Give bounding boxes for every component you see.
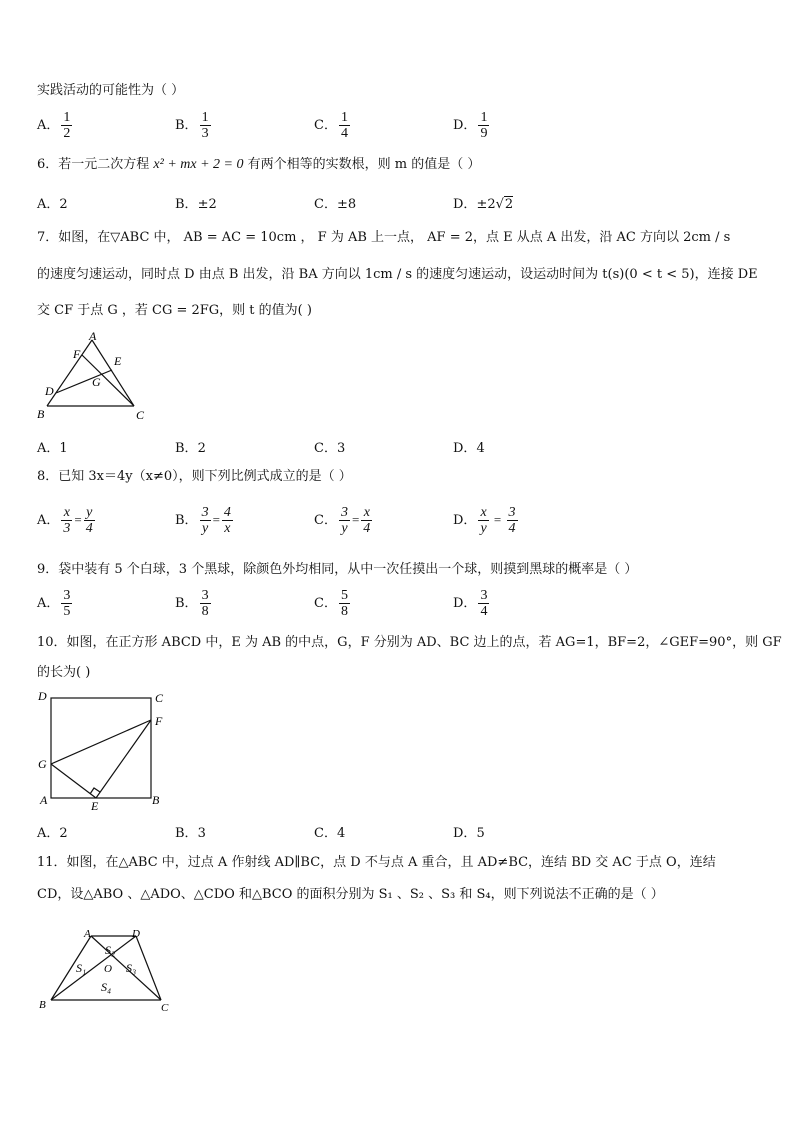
q8-option-c: C． $\frac{3}{y}$ = $\frac{x}{4}$ — [314, 505, 371, 536]
q11-label-s3: S₃ — [126, 961, 137, 975]
q11-label-c: C — [161, 1002, 169, 1014]
q5-option-c: C． $\frac{1}{4}$ — [314, 110, 348, 141]
q7-line2: 的速度匀速运动，同时点 D 由点 B 出发，沿 BA 方向以 1cm / s 的速度匀速运动，设运动时间为 t(s)(0 < t < 5)，连接 DE — [37, 267, 758, 282]
q11-line1: 11．如图，在△ABC 中，过点 A 作射线 AD∥BC，点 D 不与点 A 重合，且 AD≠BC，连结 BD 交 AC 于点 O，连结 — [37, 855, 716, 870]
q11-figure — [34, 925, 184, 1017]
q7-figure — [34, 328, 164, 424]
q7-side-ac — [92, 340, 134, 406]
q7-label-g: G — [92, 375, 101, 389]
q7-segment-cf — [82, 355, 134, 406]
q10-right-angle-mark — [90, 788, 100, 794]
q9-option-a: A． $\frac{3}{5}$ — [37, 588, 71, 619]
q11-label-s4: S₄ — [101, 980, 112, 994]
q7-side-ab — [47, 340, 92, 406]
q10-square — [51, 698, 151, 798]
q10-option-a: A．2 — [37, 826, 68, 841]
q10-label-d: D — [38, 689, 47, 703]
q10-figure — [34, 688, 174, 814]
q7-label-d: D — [45, 384, 54, 398]
q11-segment-dc — [136, 936, 161, 1000]
q8-option-d: D． $\frac{x}{y}$ = $\frac{3}{4}$ — [453, 505, 516, 536]
q8-option-a: A． $\frac{x}{3}$ = $\frac{y}{4}$ — [37, 505, 93, 536]
q7-line1: 7．如图，在▽ABC 中， AB = AC = 10cm ， F 为 AB 上一点， AF = 2，点 E 从点 A 出发，沿 AC 方向以 2cm / s — [37, 230, 731, 245]
q6-text: 6．若一元二次方程 x² + mx + 2 = 0 有两个相等的实数根，则 m 的值是（ ） — [37, 157, 481, 172]
q10-option-c: C．4 — [314, 826, 346, 841]
q6-option-d: D．±2√2 — [453, 197, 514, 212]
q10-label-c: C — [155, 691, 164, 705]
q7-option-c: C．3 — [314, 441, 346, 456]
q10-label-g: G — [38, 757, 47, 771]
q6-option-b: B．±2 — [175, 197, 217, 212]
q7-label-b: B — [37, 407, 45, 421]
q7-label-f: F — [73, 347, 81, 361]
q7-line3: 交 CF 于点 G ，若 CG = 2FG，则 t 的值为( ) — [37, 303, 312, 318]
q5-option-d: D． $\frac{1}{9}$ — [453, 110, 488, 141]
q7-option-b: B．2 — [175, 441, 206, 456]
q5-option-b: B． $\frac{1}{3}$ — [175, 110, 209, 141]
q10-label-e: E — [91, 799, 99, 813]
q7-label-a: A — [89, 329, 97, 343]
q7-option-d: D．4 — [453, 441, 485, 456]
q7-label-e: E — [114, 354, 122, 368]
q8-option-b: B． $\frac{3}{y}$ = $\frac{4}{x}$ — [175, 505, 231, 536]
q10-option-d: D．5 — [453, 826, 485, 841]
q11-label-s1: S₁ — [76, 961, 87, 975]
q10-option-b: B．3 — [175, 826, 206, 841]
q9-text: 9．袋中装有 5 个白球，3 个黑球，除颜色外均相同，从中一次任摸出一个球，则摸到黑球的概率是（ ） — [37, 562, 638, 577]
q11-label-o: O — [104, 963, 112, 975]
q10-line2: 的长为( ) — [37, 665, 91, 680]
q10-label-b: B — [152, 793, 160, 807]
q11-label-s2: S₂ — [105, 943, 116, 957]
q11-diagonal-bd — [51, 936, 136, 1000]
q5-text: 实践活动的可能性为（ ） — [37, 83, 185, 98]
q9-option-d: D． $\frac{3}{4}$ — [453, 588, 488, 619]
q5-option-a: A． $\frac{1}{2}$ — [37, 110, 71, 141]
q10-label-f: F — [155, 714, 163, 728]
q10-label-a: A — [40, 793, 48, 807]
q11-label-b: B — [39, 999, 46, 1011]
q7-label-c: C — [136, 408, 145, 422]
q7-option-a: A．1 — [37, 441, 68, 456]
q11-line2: CD，设△ABO 、△ADO、△CDO 和△BCO 的面积分别为 S₁ 、S₂ 、S₃ 和 S₄，则下列说法不正确的是（ ） — [37, 887, 664, 902]
q11-label-d: D — [132, 928, 140, 940]
q6-option-a: A．2 — [37, 197, 68, 212]
q10-line1: 10．如图，在正方形 ABCD 中，E 为 AB 的中点，G，F 分别为 AD、BC 边上的点，若 AG=1，BF=2，∠GEF=90°，则 GF — [37, 635, 782, 650]
q6-equation: x² + mx + 2 = 0 — [153, 157, 244, 172]
q10-segment-ge — [51, 764, 96, 798]
q9-option-c: C． $\frac{5}{8}$ — [314, 588, 348, 619]
q8-text: 8．已知 3x＝4y（x≠0），则下列比例式成立的是（ ） — [37, 469, 352, 484]
q11-label-a: A — [84, 928, 91, 940]
q6-option-c: C．±8 — [314, 197, 357, 212]
q9-option-b: B． $\frac{3}{8}$ — [175, 588, 209, 619]
